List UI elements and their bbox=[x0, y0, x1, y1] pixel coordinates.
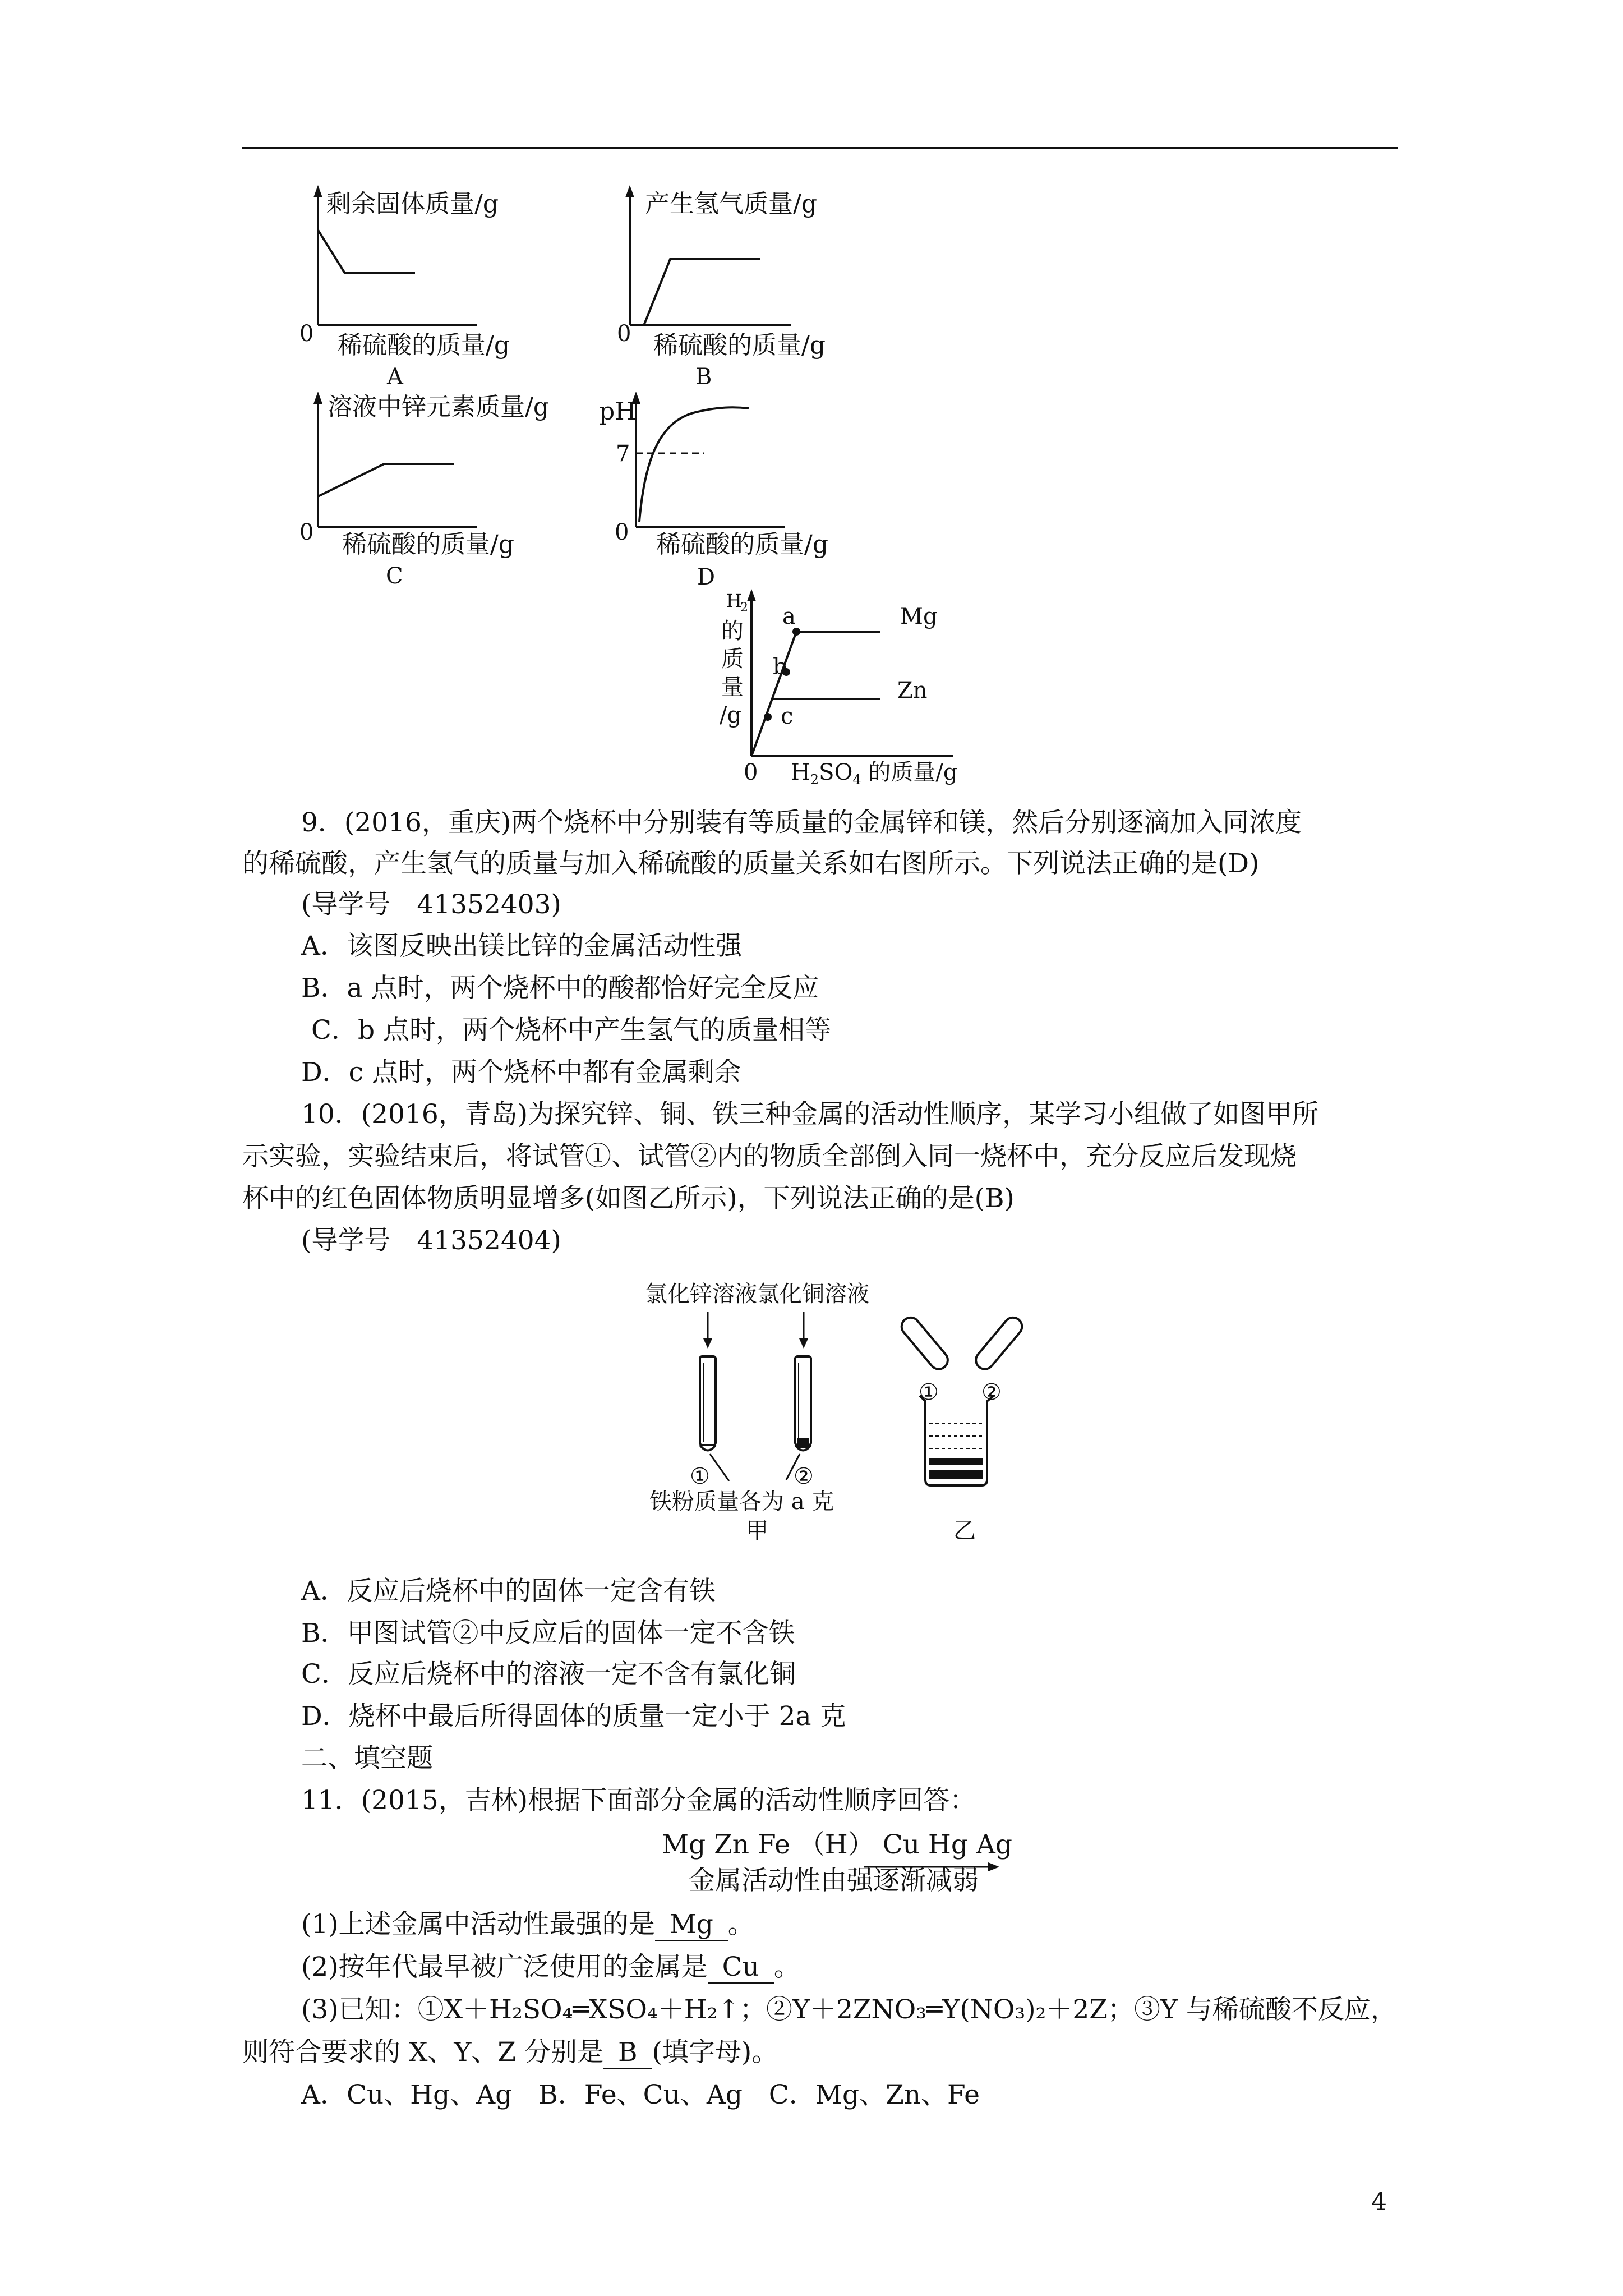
q9-option-a: A．该图反映出镁比锌的金属活动性强 bbox=[301, 931, 742, 961]
graph-d-tick7: 7 bbox=[616, 441, 630, 467]
q11-answer-2: Cu bbox=[708, 1952, 774, 1984]
caption-yi: 乙 bbox=[953, 1518, 976, 1544]
page-number: 4 bbox=[1371, 2188, 1387, 2216]
graph-b-ylabel: 产生氢气质量/g bbox=[645, 190, 817, 218]
graph-a-curve bbox=[318, 230, 415, 273]
graph-c-origin: 0 bbox=[299, 519, 314, 545]
q9-graph bbox=[662, 589, 1009, 797]
graph-b-xlabel: 稀硫酸的质量/g bbox=[653, 331, 826, 360]
graph-d-curve bbox=[639, 407, 749, 522]
graph-c-curve bbox=[318, 464, 454, 496]
q9-ylabel-liang: 量 bbox=[721, 674, 744, 700]
q10-stem-line3: 杯中的红色固体物质明显增多(如图乙所示)，下列说法正确的是(B) bbox=[242, 1183, 1015, 1214]
q9-label-a: a bbox=[782, 604, 796, 629]
label-zncl2: 氯化锌溶液 bbox=[645, 1281, 757, 1307]
graph-d-xlabel: 稀硫酸的质量/g bbox=[656, 530, 828, 559]
q11-answer-3: B bbox=[603, 2037, 652, 2069]
q11-part2: (2)按年代最早被广泛使用的金属是 Cu 。 bbox=[301, 1952, 800, 1984]
q9-series-zn: Zn bbox=[897, 678, 928, 703]
q9-series-mg: Mg bbox=[900, 604, 938, 629]
test-tube-2 bbox=[795, 1356, 811, 1451]
q9-ylabel-zhi: 质 bbox=[721, 646, 744, 672]
graph-c-ylabel: 溶液中锌元素质量/g bbox=[328, 393, 549, 421]
q9-ylabel-unit: /g bbox=[720, 702, 742, 728]
caption-jia: 甲 bbox=[746, 1518, 768, 1544]
q11-part1: (1)上述金属中活动性最强的是 Mg 。 bbox=[301, 1910, 754, 1941]
q9-option-d: D．c 点时，两个烧杯中都有金属剩余 bbox=[301, 1057, 741, 1088]
tube1-label: ① bbox=[690, 1464, 710, 1489]
graph-c bbox=[299, 392, 549, 589]
q10-option-a: A．反应后烧杯中的固体一定含有铁 bbox=[301, 1576, 716, 1607]
q9-stem-line2: 的稀硫酸，产生氢气的质量与加入稀硫酸的质量关系如右图所示。下列说法正确的是(D) bbox=[242, 848, 1260, 879]
q9-ylabel-de: 的 bbox=[721, 618, 744, 644]
graph-b bbox=[617, 185, 826, 390]
q9-ylabel-h: H bbox=[726, 590, 742, 611]
q9-origin: 0 bbox=[744, 760, 758, 785]
graph-b-letter: B bbox=[695, 364, 712, 390]
q11-part3-line1: (3)已知：①X＋H₂SO₄═XSO₄＋H₂↑；②Y＋2ZNO₃═Y(NO₃)₂＋2Z；③Y 与稀硫酸不反应， bbox=[301, 1994, 1397, 2025]
beaker-figure bbox=[898, 1314, 1026, 1485]
q10-figure bbox=[645, 1273, 1082, 1544]
section-heading: 二、填空题 bbox=[301, 1743, 433, 1774]
q11-part3-line2: 则符合要求的 X、Y、Z 分别是 B (填字母)。 bbox=[242, 2037, 778, 2069]
tube2-label: ② bbox=[794, 1464, 814, 1489]
q11-trend: 金属活动性由强逐渐减弱 bbox=[689, 1865, 979, 1896]
q11-choices: A．Cu、Hg、Ag B．Fe、Cu、Ag C．Mg、Zn、Fe bbox=[301, 2079, 980, 2110]
q10-option-c: C．反应后烧杯中的溶液一定不含有氯化铜 bbox=[301, 1659, 796, 1690]
q10-guide: (导学号 41352404) bbox=[301, 1225, 561, 1256]
beaker-label-2: ② bbox=[981, 1379, 1002, 1405]
q9-label-b: b bbox=[773, 654, 787, 680]
beaker-label-1: ① bbox=[919, 1379, 939, 1405]
q10-option-b: B．甲图试管②中反应后的固体一定不含铁 bbox=[301, 1618, 795, 1649]
q10-option-d: D．烧杯中最后所得固体的质量一定小于 2a 克 bbox=[301, 1701, 846, 1732]
graph-d bbox=[599, 392, 828, 590]
graph-a-origin: 0 bbox=[299, 321, 314, 347]
q9-guide: (导学号 41352403) bbox=[301, 889, 561, 920]
q9-label-c: c bbox=[781, 703, 794, 729]
q9-mg-line bbox=[751, 632, 880, 756]
iron-note: 铁粉质量各为 a 克 bbox=[649, 1489, 834, 1515]
graph-a-ylabel: 剩余固体质量/g bbox=[326, 190, 499, 218]
q10-stem-line2: 示实验，实验结束后，将试管①、试管②内的物质全部倒入同一烧杯中，充分反应后发现烧 bbox=[242, 1141, 1297, 1172]
q9-point-c bbox=[764, 713, 772, 721]
test-tube-1 bbox=[700, 1356, 716, 1451]
graph-a-xlabel: 稀硫酸的质量/g bbox=[338, 331, 510, 360]
header-rule bbox=[242, 147, 1398, 149]
q11-stem: 11．(2015，吉林)根据下面部分金属的活动性顺序回答： bbox=[301, 1785, 976, 1816]
label-cucl2: 氯化铜溶液 bbox=[757, 1281, 869, 1307]
graph-a bbox=[299, 185, 510, 390]
q10-stem-line1: 10．(2016，青岛)为探究锌、铜、铁三种金属的活动性顺序，某学习小组做了如图甲所 bbox=[301, 1099, 1319, 1130]
graph-d-origin: 0 bbox=[615, 519, 629, 545]
q11-answer-1: Mg bbox=[655, 1910, 728, 1941]
q9-option-b: B．a 点时，两个烧杯中的酸都恰好完全反应 bbox=[301, 973, 819, 1004]
q11-series: Mg Zn Fe （H） Cu Hg Ag bbox=[662, 1829, 1012, 1860]
graph-d-ylabel: pH bbox=[599, 397, 637, 426]
graph-d-letter: D bbox=[697, 564, 716, 590]
graph-b-origin: 0 bbox=[617, 321, 631, 347]
q9-option-c: C．b 点时，两个烧杯中产生氢气的质量相等 bbox=[311, 1015, 831, 1046]
q8-graphs bbox=[292, 185, 897, 600]
graph-c-letter: C bbox=[386, 563, 403, 589]
q9-ylabel-sub: 2 bbox=[740, 601, 748, 615]
graph-b-curve bbox=[644, 259, 760, 325]
q9-xlabel: $H_2SO_4$ 的质量/g bbox=[791, 760, 958, 788]
graph-a-letter: A bbox=[387, 364, 403, 390]
graph-c-xlabel: 稀硫酸的质量/g bbox=[342, 530, 514, 559]
q9-stem-line1: 9．(2016，重庆)两个烧杯中分别装有等质量的金属锌和镁，然后分别逐滴加入同浓度 bbox=[301, 807, 1302, 838]
